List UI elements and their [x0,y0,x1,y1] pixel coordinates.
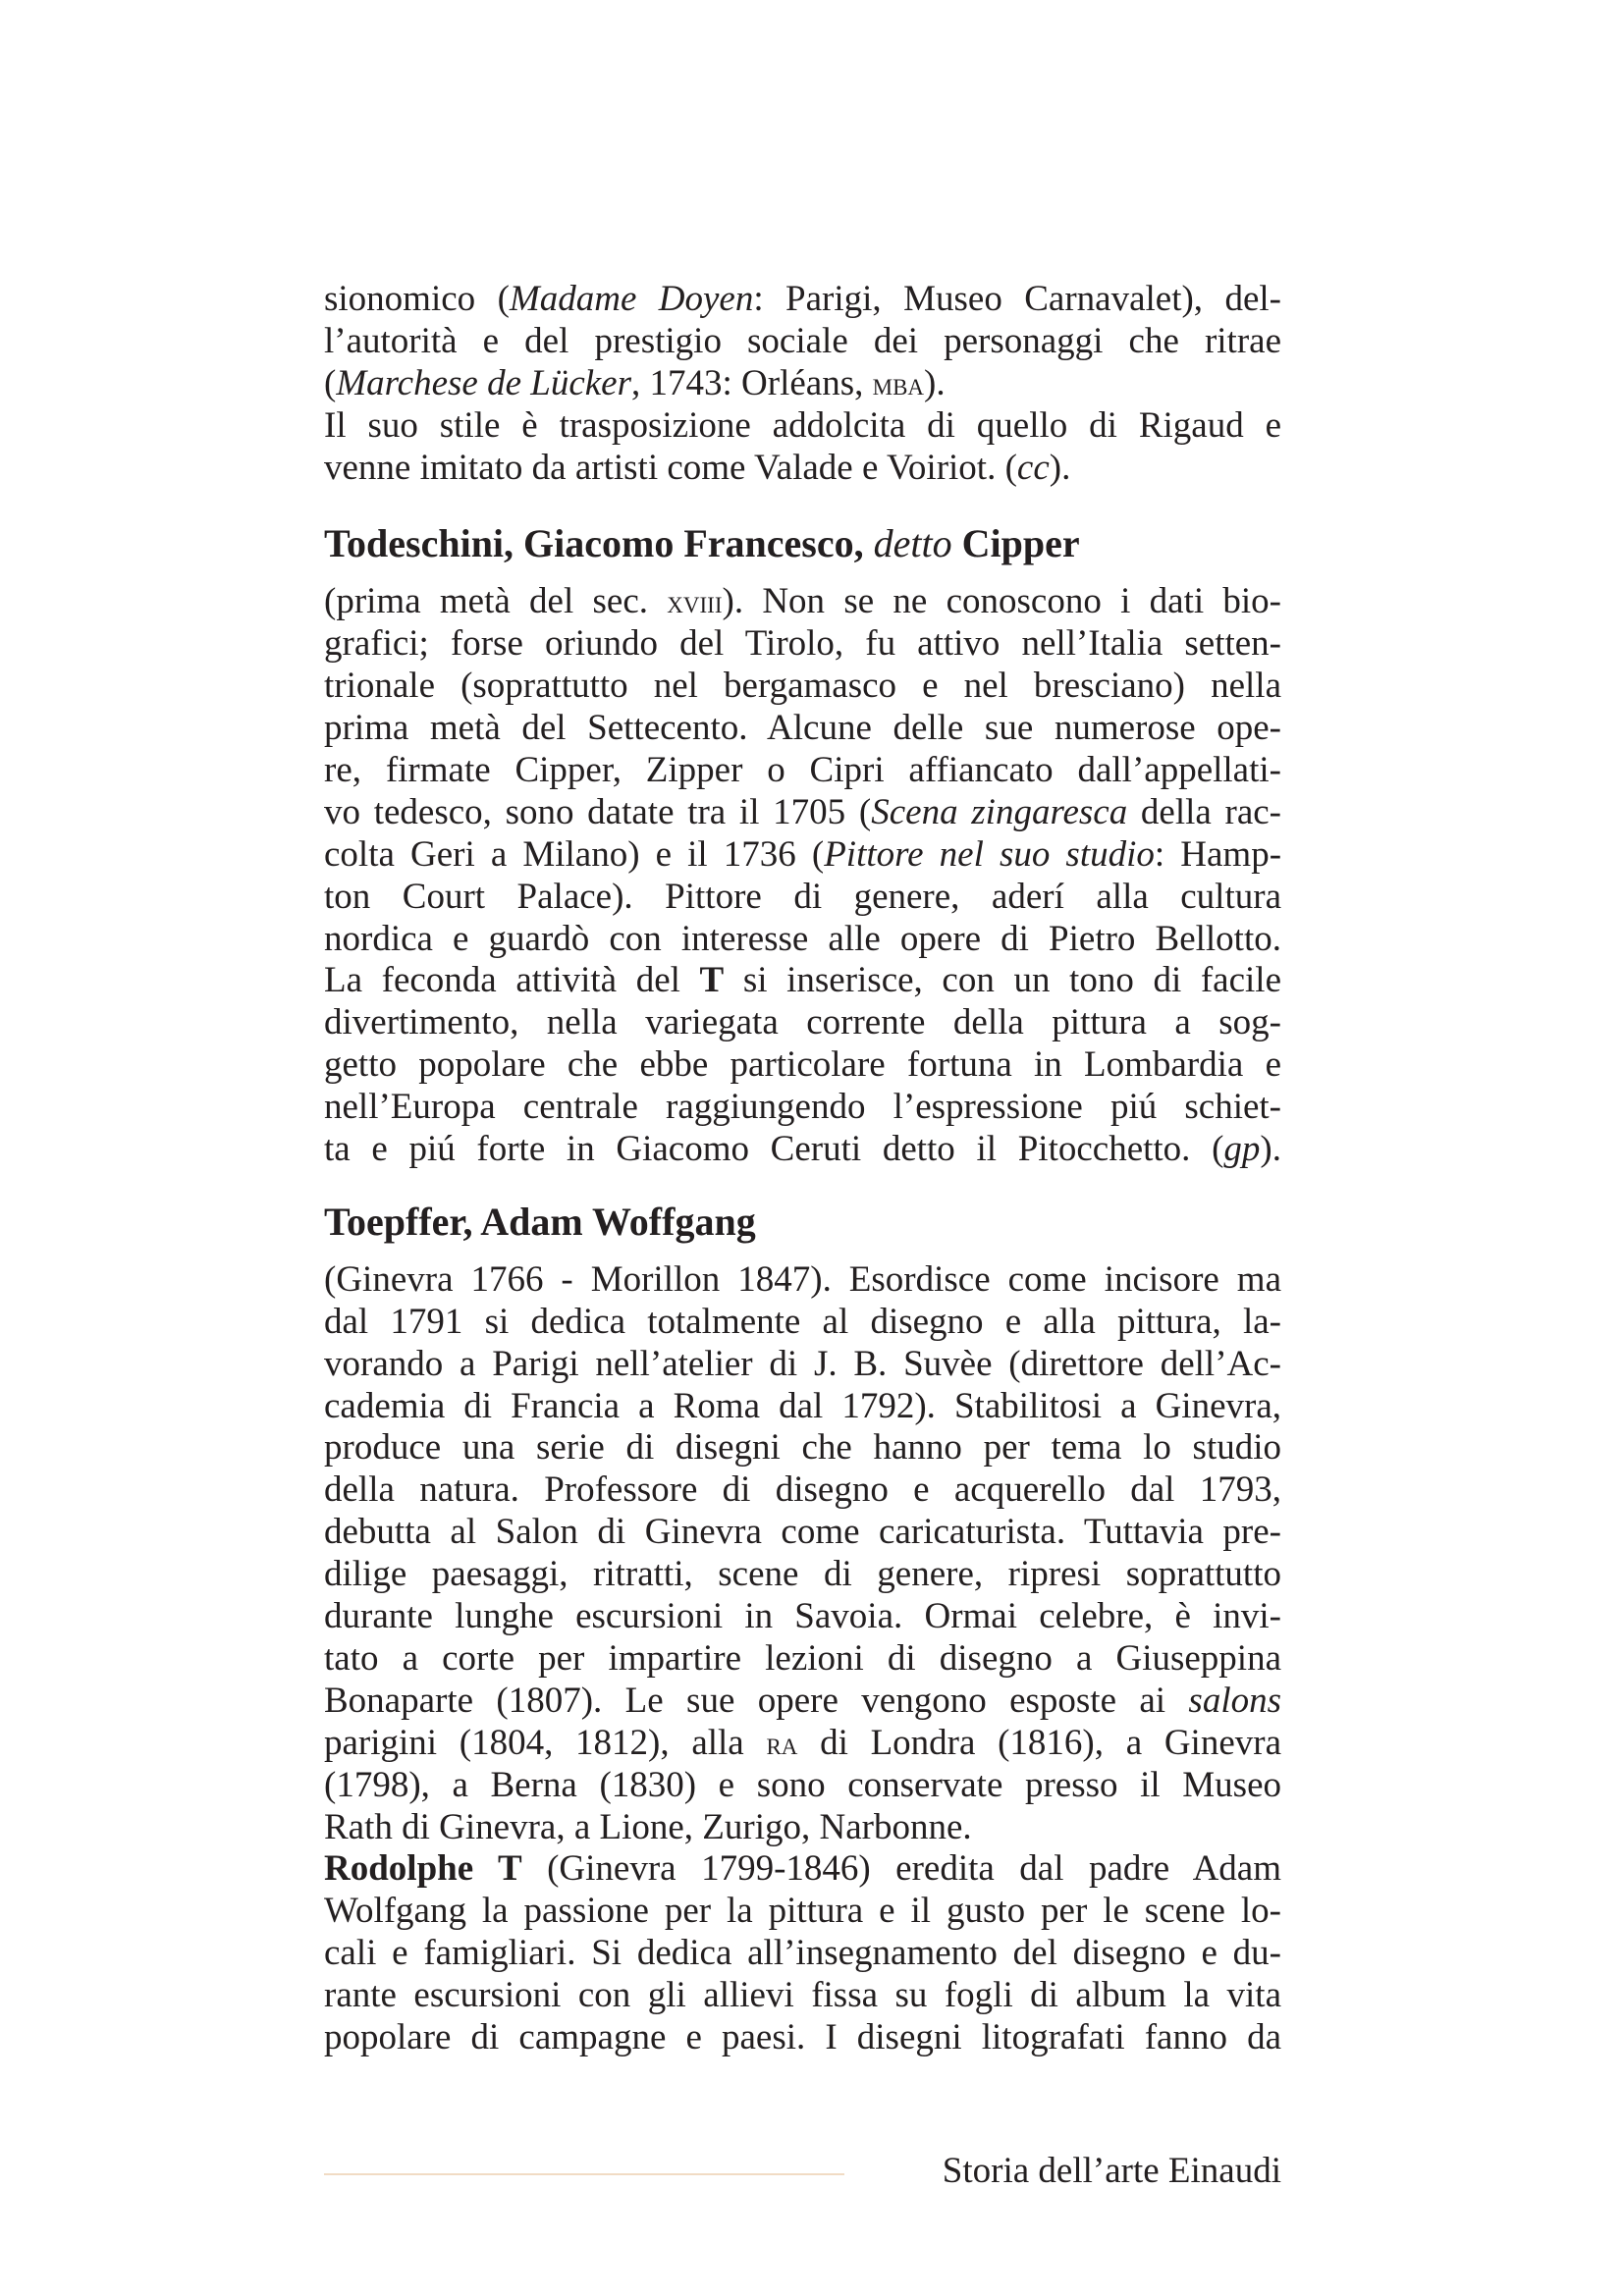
text-line: debutta al Salon di Ginevra come caricaturista. Tuttavia pre- [324,1512,1281,1553]
text-line: Rath di Ginevra, a Lione, Zurigo, Narbonne. [324,1806,972,1847]
text-line: ton Court Palace). Pittore di genere, aderí alla cultura [324,876,1281,917]
footer-rule [324,2173,844,2175]
text-line: nell’Europa centrale raggiungendo l’espressione piú schiet- [324,1087,1281,1128]
entry-body [324,1259,1281,2059]
text-line: l’autorità e del prestigio sociale dei personaggi che ritrae [324,320,1281,361]
text-line: Il suo stile è trasposizione addolcita di quello di Rigaud e [324,404,1281,446]
text-line: (1798), a Berna (1830) e sono conservate presso il Museo [324,1764,1281,1805]
text-line: della natura. Professore di disegno e acquerello dal 1793, [324,1469,1281,1511]
entry-todeschini [324,522,1281,1170]
text-line: dilige paesaggi, ritratti, scene di genere, ripresi soprattutto [324,1554,1281,1595]
text-line: grafici; forse oriundo del Tirolo, fu attivo nell’Italia setten- [324,623,1281,665]
text-line: durante lunghe escursioni in Savoia. Ormai celebre, è invi- [324,1596,1281,1637]
text-line: sionomico (Madame Doyen: Parigi, Museo Carnavalet), del- [324,279,1282,319]
text-line: vo tedesco, sono datate tra il 1705 (Scena zingaresca della rac- [324,791,1282,832]
text-line: La feconda attività del T si inserisce, con un tono di facile [324,960,1281,1001]
text-line: Rodolphe T (Ginevra 1799-1846) eredita dal padre Adam [324,1848,1281,1890]
text-line: Bonaparte (1807). Le sue opere vengono esposte ai salons [324,1680,1281,1721]
text-line: (prima metà del sec. xviii). Non se ne conoscono i dati bio- [324,581,1281,622]
text-line: dal 1791 si dedica totalmente al disegno e alla pittura, la- [324,1301,1281,1342]
entry-body [324,581,1281,1170]
text-line: popolare di campagne e paesi. I disegni litografati fanno da [324,2016,1281,2057]
entry-heading: Toepffer, Adam Woffgang [324,1199,756,1244]
text-column [324,279,1281,2059]
text-line: produce una serie di disegni che hanno per tema lo studio [324,1427,1281,1468]
text-line: Wolfgang la passione per la pittura e il gusto per le scene lo- [324,1891,1281,1932]
text-line: nordica e guardò con interesse alle opere di Pietro Bellotto. [324,918,1281,959]
text-line: ta e piú forte in Giacomo Ceruti detto il Pitocchetto. (gp). [324,1129,1281,1170]
text-line: prima metà del Settecento. Alcune delle sue numerose ope- [324,708,1281,749]
text-line: cali e famigliari. Si dedica all’insegnamento del disegno e du- [324,1933,1281,1974]
text-line: (Marchese de Lücker, 1743: Orléans, mba). [324,362,946,403]
text-line: venne imitato da artisti come Valade e Voiriot. (cc). [324,447,1071,488]
text-line: re, firmate Cipper, Zipper o Cipri affiancato dall’appellati- [324,750,1281,791]
text-line: (Ginevra 1766 - Morillon 1847). Esordisce come incisore ma [324,1258,1281,1300]
text-line: cademia di Francia a Roma dal 1792). Stabilitosi a Ginevra, [324,1385,1281,1426]
text-line: colta Geri a Milano) e il 1736 (Pittore nel suo studio: Hamp- [324,833,1282,875]
entry-toepffer [324,1201,1281,2059]
text-line: tato a corte per impartire lezioni di disegno a Giuseppina [324,1637,1281,1679]
text-line: divertimento, nella variegata corrente della pittura a sog- [324,1002,1281,1043]
footer-title: Storia dell’arte Einaudi [942,2151,1281,2191]
text-line: parigini (1804, 1812), alla ra di Londra (1816), a Ginevra [324,1722,1281,1763]
text-line: rante escursioni con gli allievi fissa su fogli di album la vita [324,1975,1281,2016]
text-line: trionale (soprattutto nel bergamasco e nel bresciano) nella [324,666,1281,707]
text-line: getto popolare che ebbe particolare fortuna in Lombardia e [324,1044,1281,1086]
text-line: vorando a Parigi nell’atelier di J. B. Suvèe (direttore dell’Ac- [324,1343,1281,1384]
continuation-paragraph [324,279,1281,489]
entry-heading: Todeschini, Giacomo Francesco, detto Cipper [324,521,1080,566]
